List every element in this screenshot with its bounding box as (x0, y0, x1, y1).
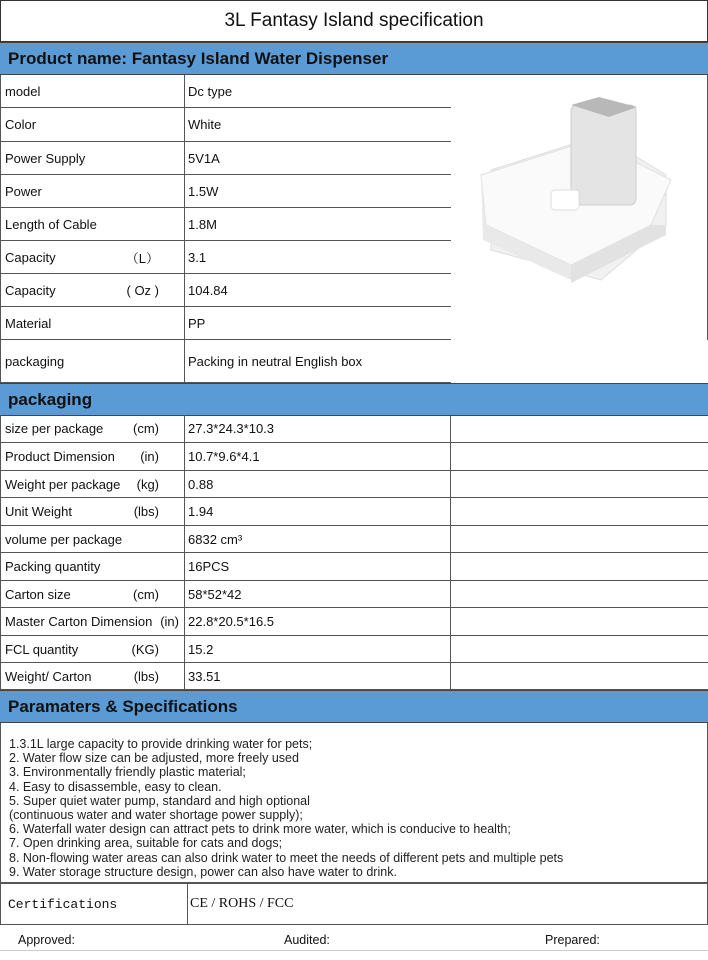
approved-label: Approved: (18, 933, 75, 947)
table-row (0, 636, 708, 663)
row-label: Carton size (5, 586, 71, 602)
table-row (0, 274, 451, 307)
row-unit: (cm) (133, 586, 159, 602)
row-value: 16PCS (188, 559, 230, 574)
table-row (0, 553, 708, 581)
row-label: Length of Cable (5, 216, 97, 232)
param-item: 4. Easy to disassemble, easy to clean. (9, 779, 222, 794)
row-value: 1.8M (188, 216, 217, 232)
table-row (0, 108, 451, 142)
row-value: PP (188, 315, 206, 331)
table-row (0, 608, 708, 636)
certifications-value: CE / ROHS / FCC (190, 896, 294, 911)
row-value: 27.3*24.3*10.3 (188, 421, 275, 436)
row-label: size per package (5, 421, 104, 436)
table-row (0, 75, 451, 108)
row-label: packaging (5, 353, 65, 369)
table-row (0, 241, 451, 274)
row-label: volume per package (5, 531, 123, 547)
param-item: 5. Super quiet water pump, standard and high optional (9, 793, 310, 808)
product-name-header: Product name: Fantasy Island Water Dispenser (0, 42, 708, 75)
table-row (0, 663, 708, 690)
row-value: 22.8*20.5*16.5 (188, 614, 275, 629)
row-unit: （L） (125, 250, 159, 266)
row-unit: (lbs) (133, 668, 159, 684)
row-label: Capacity (5, 282, 56, 298)
row-label: Weight/ Carton (5, 668, 92, 684)
row-label: Unit Weight (5, 504, 72, 519)
row-value: 3.1 (188, 249, 207, 265)
row-label: Color (5, 117, 37, 132)
table-row (0, 443, 708, 471)
param-item: 1.3.1L large capacity to provide drinking water for pets; (9, 737, 313, 751)
table-row (0, 208, 451, 241)
row-value: 0.88 (188, 476, 214, 492)
row-value: 58*52*42 (188, 586, 242, 602)
certifications-row (0, 883, 708, 925)
row-unit: (in) (160, 614, 179, 629)
row-value: White (188, 117, 222, 132)
table-row (0, 340, 451, 383)
packaging-header: packaging (0, 383, 708, 416)
row-unit: (cm) (133, 421, 159, 436)
row-label: Packing quantity (5, 559, 101, 574)
row-unit: (lbs) (133, 504, 159, 519)
page-title: 3L Fantasy Island specification (0, 0, 708, 42)
row-label: Product Dimension (5, 449, 115, 464)
row-value: 5V1A (188, 150, 220, 166)
row-label: FCL quantity (5, 641, 79, 657)
row-value: Packing in neutral English box (188, 353, 363, 369)
row-value: 1.94 (188, 504, 214, 519)
row-value: 6832 cm³ (188, 531, 243, 547)
row-value: 104.84 (188, 282, 228, 298)
certifications-label: Certifications (1, 884, 188, 924)
row-label: Material (5, 315, 52, 331)
param-item: 9. Water storage structure design, power can also have water to drink. (9, 864, 397, 879)
param-item: 7. Open drinking area, suitable for cats and dogs; (9, 836, 283, 851)
table-row (0, 307, 451, 340)
row-value: 1.5W (188, 183, 219, 199)
audited-label: Audited: (284, 933, 330, 947)
prepared-label: Prepared: (545, 933, 600, 947)
table-row (0, 498, 708, 526)
table-row (0, 175, 451, 208)
row-value: 33.51 (188, 668, 221, 684)
row-unit: ( Oz ) (126, 282, 159, 298)
row-label: model (5, 83, 41, 99)
product-image (451, 75, 708, 340)
signature-footer (0, 925, 708, 951)
table-row (0, 581, 708, 608)
param-item: (continuous water and water shortage power supply); (9, 808, 303, 823)
params-list (0, 723, 708, 883)
row-label: Master Carton Dimension (5, 614, 153, 629)
table-row (0, 526, 708, 553)
row-label: Power (5, 183, 42, 199)
param-item: 6. Waterfall water design can attract pets to drink more water, which is conducive to health; (9, 822, 511, 837)
table-row (0, 471, 708, 498)
row-value: 15.2 (188, 641, 214, 657)
row-unit: (kg) (136, 476, 159, 492)
row-label: Capacity (5, 249, 56, 265)
row-label: Weight per package (5, 476, 121, 492)
row-value: Dc type (188, 83, 233, 99)
param-item: 3. Environmentally friendly plastic material; (9, 765, 246, 780)
row-value: 10.7*9.6*4.1 (188, 449, 260, 464)
table-row (0, 142, 451, 175)
param-item: 8. Non-flowing water areas can also drink water to meet the needs of different pets and multiple pets (9, 850, 564, 865)
params-header: Paramaters & Specifications (0, 690, 708, 723)
row-unit: (in) (140, 449, 159, 464)
param-item: 2. Water flow size can be adjusted, more freely used (9, 751, 299, 766)
table-row (0, 415, 708, 443)
row-unit: (KG) (131, 641, 159, 657)
row-label: Power Supply (5, 150, 86, 166)
